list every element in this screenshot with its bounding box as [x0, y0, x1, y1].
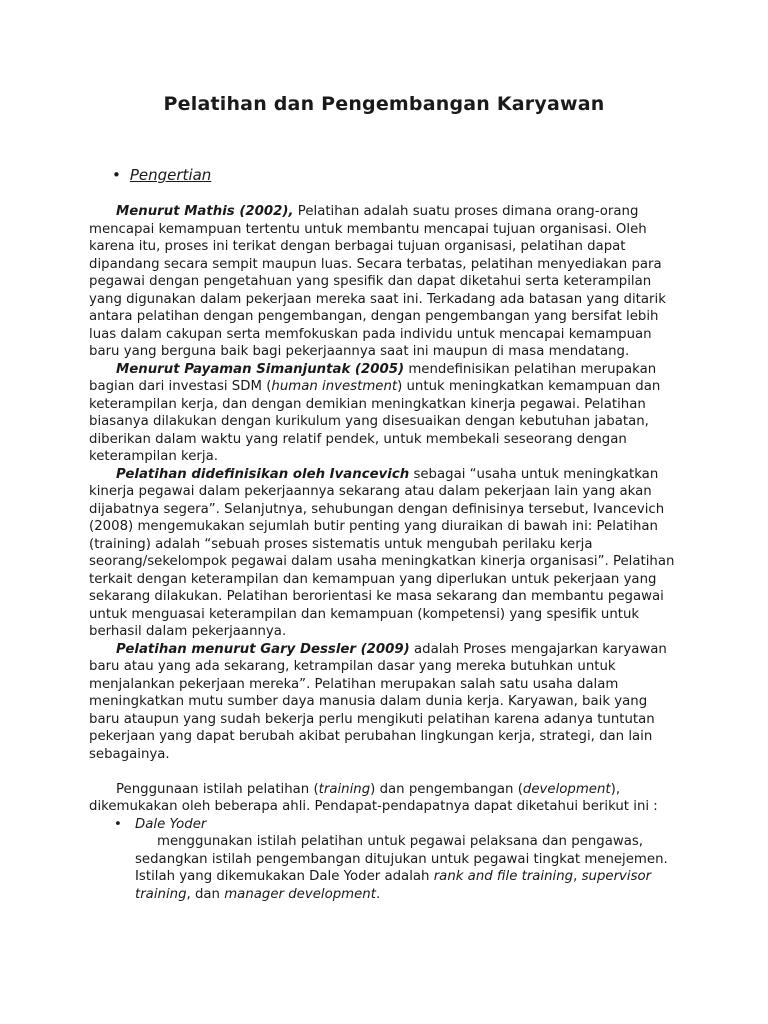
italic-term: training	[318, 781, 371, 797]
italic-term: human investment	[271, 379, 398, 394]
author-simanjuntak: Menurut Payaman Simanjuntak (2005)	[116, 361, 405, 377]
paragraph-text: .	[375, 886, 381, 902]
italic-term: development	[522, 781, 611, 797]
spacer	[89, 763, 679, 781]
paragraph-text: Pelatihan adalah suatu proses dimana orang-orang mencapai kemampuan tertentu untuk membantu mencapai tujuan organisasi. Oleh karena itu, proses ini terikat dengan berbagai tujuan organisasi, pelatihan dapat dipandang secara sempit maupun luas. Secara terbatas, pelatihan menyediakan para pegawai dengan pengetahuan yang spesifik dan dapat diketahui serta keterampilan yang digunakan dalam pekerjaan mereka saat ini. Terkadang ada batasan yang ditarik antara pelatihan dengan pengembangan, dengan pengembangan yang bersifat lebih luas dalam cakupan serta memfokuskan pada individu untuk mencapai kemampuan baru yang berguna baik bagi pekerjaannya saat ini maupun di masa mendatang.	[89, 204, 666, 359]
paragraph-mathis	[89, 203, 679, 361]
paragraph-text: , dan	[186, 886, 225, 902]
author-ivancevich: Pelatihan didefinisikan oleh Ivancevich	[116, 466, 410, 482]
paragraph-simanjuntak	[89, 361, 679, 466]
expert-name: Dale Yoder	[135, 816, 207, 832]
paragraph-text: Penggunaan istilah pelatihan (	[116, 781, 319, 797]
paragraph-text: sebagai “usaha untuk meningkatkan kinerja pegawai dalam pekerjaannya sekarang atau dalam pekerjaan lain yang akan dijabatnya segera”. Selanjutnya, sehubungan dengan definisinya tersebut, Ivancevich (2008) mengemukakan sejumlah butir penting yang diuraikan di bawah ini: Pelatihan (training) adalah “sebuah proses sistematis untuk mengubah perilaku kerja seorang/sekelompok pegawai dalam usaha meningkatkan kinerja organisasi”. Pelatihan terkait dengan keterampilan dan kemampuan yang diperlukan untuk pekerjaan yang sekarang dilakukan. Pelatihan berorientasi ke masa sekarang dan membantu pegawai untuk menguasai keterampilan dan kemampuan (kompetensi) yang spesifik untuk berhasil dalam pekerjaannya.	[89, 466, 675, 639]
author-mathis: Menurut Mathis (2002),	[116, 204, 294, 219]
bullet-icon: •	[114, 816, 122, 832]
paragraph-dessler	[89, 641, 679, 764]
italic-term: supervisor training	[135, 869, 652, 902]
section-label: Pengertian	[129, 166, 212, 184]
section-heading	[112, 166, 211, 184]
italic-term: rank and file training	[433, 869, 574, 884]
author-dessler: Pelatihan menurut Gary Dessler (2009)	[116, 641, 410, 657]
paragraph-text: ) untuk meningkatkan kemampuan dan keterampilan kerja, dan dengan demikian meningkatkan kinerja pegawai. Pelatihan biasanya dilakukan dengan kurikulum yang disesuaikan dengan kebutuhan jabatan, diberikan dalam waktu yang relatif pendek, untuk membekali seseorang dengan keterampilan kerja.	[89, 379, 661, 464]
document-title: Pelatihan dan Pengembangan Karyawan	[163, 93, 605, 115]
italic-term: manager development	[224, 886, 376, 902]
paragraph-text: mendefinisikan pelatihan merupakan bagian dari investasi SDM (	[89, 361, 657, 394]
document-body	[89, 203, 679, 903]
paragraph-text: ), dikemukakan oleh beberapa ahli. Pendapat-pendapatnya dapat diketahui berikut ini :	[89, 781, 658, 814]
paragraph-text: ) dan pengembangan (	[370, 781, 523, 797]
expert-paragraph	[135, 833, 679, 903]
paragraph-text: adalah Proses mengajarkan karyawan baru atau yang ada sekarang, ketrampilan dasar yang mereka butuhkan untuk menjalankan pekerjaan mereka”. Pelatihan merupakan salah satu usaha dalam meningkatkan mutu sumber daya manusia dalam dunia kerja. Karyawan, baik yang baru ataupun yang sudah bekerja perlu mengikuti pelatihan karena adanya tuntutan pekerjaan yang dapat berubah akibat perubahan lingkungan kerja, strategi, dan lain sebagainya.	[89, 641, 667, 762]
expert-description	[89, 833, 679, 903]
list-item	[89, 816, 679, 834]
paragraph-text: ,	[573, 869, 582, 884]
bullet-icon: •	[112, 166, 121, 184]
paragraph-ivancevich	[89, 466, 679, 641]
paragraph-text: menggunakan istilah pelatihan untuk pegawai pelaksana dan pengawas, sedangkan istilah pengembangan ditujukan untuk pegawai tingkat menejemen. Istilah yang dikemukakan Dale Yoder adalah	[135, 834, 668, 884]
expert-list	[89, 816, 679, 834]
paragraph-usage	[89, 781, 679, 816]
